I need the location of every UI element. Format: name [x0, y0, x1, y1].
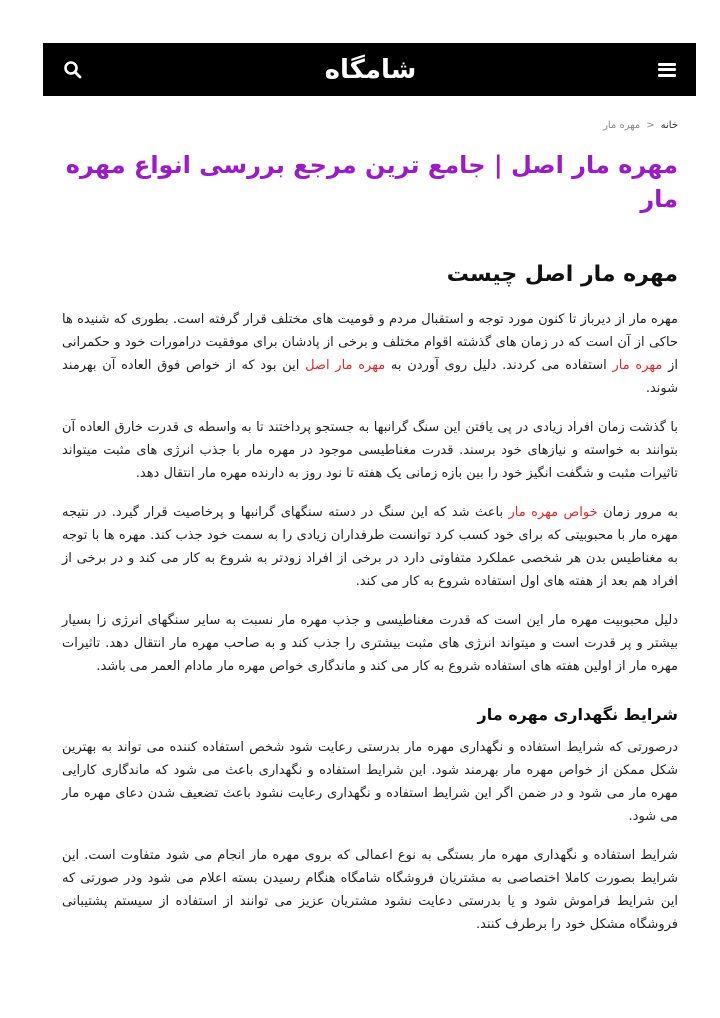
section-title-maintenance: شرایط نگهداری مهره مار	[477, 705, 678, 724]
breadcrumb-home-link[interactable]: خانه	[660, 119, 678, 131]
site-logo[interactable]: شامگاه	[324, 54, 417, 85]
link-mohre-mar-asl[interactable]: مهره مار اصل	[305, 358, 386, 373]
top-bar	[43, 43, 696, 96]
breadcrumb-current: مهره مار	[603, 119, 641, 131]
hamburger-menu-icon[interactable]	[658, 63, 676, 77]
paragraph-properties: به مرور زمان خواص مهره مار باعث شد که این سنگ در دسته سنگهای گرانبها و پرخاصیت قرار گیرد. در نتیجه مهره مار با محبوبیتی که برای خود کسب کرد توانست طرفداران زیادی را به سمت خود جذب کند. مهره ها با توجه به مغناطیس بدن هر شخصی عملکرد متفاوتی دارد در برخی از افراد زودتر به شروع به کار می کند و در برخی از افراد هم بعد از هفته های اول استفاده شروع به کار می کند.	[62, 505, 678, 589]
paragraph-history: با گذشت زمان افراد زیادی در پی یافتن این سنگ گرانبها به جستجو پرداختند تا به واسطه ی قدرت خارق العاده آن بتوانند به خواسته و نیازهای خود برسند. قدرت مغناطیسی موجود در مهره مار با جذب انرژی های مثبت میتواند تاثیرات مثبت و شگفت انگیز خود را بین بازه زمانی یک هفته تا نود روز به دارنده مهره مار انتقال دهد.	[62, 420, 678, 481]
paragraph-maintenance-2: شرایط استفاده و نگهداری مهره مار بستگی به نوع اعمالی که بروی مهره مار انجام می شود متفاوت است. این شرایط بصورت کاملا اختصاصی به مشتریان فروشگاه شامگاه هنگام رسیدن بسته اعلام می شود ودر صورتی که این شرایط فراموش شود و یا بدرستی دعایت نشود مشتریان عزیز می توانند از استفاده از سیستم پشتیبانی فروشگاه مشکل خود را برطرف کنند.	[62, 848, 678, 932]
article	[62, 108, 678, 952]
breadcrumb-separator: <	[646, 119, 655, 131]
link-khavas-mohre-mar[interactable]: خواص مهره مار	[508, 505, 598, 520]
paragraph-intro: مهره مار از دیرباز تا کنون مورد توجه و استقبال مردم و قومیت های مختلف قرار گرفته است. بطوری که شنیده ها حاکی از آن است که در زمان های گذشته اقوام مختلف و برخی از پادشان برای موفقیت درامورات خود و حکمرانی از مهره مار استفاده می کردند. دلیل روی آوردن به مهره مار اصل این بود که از خواص فوق العاده آن بهرمند شوند.	[62, 312, 678, 396]
breadcrumb	[62, 118, 678, 132]
page-title: مهره مار اصل | جامع ترین مرجع بررسی انواع مهره مار	[65, 151, 678, 213]
paragraph-popularity: دلیل محبوبیت مهره مار این است که قدرت مغناطیسی و جذب مهره مار نسبت به سایر سنگهای انرژی زا بسیار بیشتر و پر قدرت است و میتواند انرژی های مثبت بیشتری را جذب کند و به صاحب مهره مار انتقال دهد. تاثیرات مهره مار از اولین هفته های استفاده شروع به کار می کند و ماندگاری خواص مهره مار مادام العمر می باشد.	[62, 613, 678, 674]
section-title-what-is: مهره مار اصل چیست	[446, 262, 678, 287]
search-icon[interactable]	[63, 60, 83, 80]
link-mohre-mar[interactable]: مهره مار	[612, 358, 663, 373]
paragraph-maintenance-1: درصورتی که شرایط استفاده و نگهداری مهره مار بدرستی رعایت شود شخص استفاده کننده می تواند به بهترین شکل ممکن از خواص مهره مار بهرمند شود. این شرایط استفاده و نگهداری باعث می شود که ماندگاری کارایی مهره مار می شود و در ضمن اگر این شرایط استفاده و نگهداری رعایت نشود باعث تضعیف شدن دعای مهره مار می شود.	[62, 740, 678, 824]
